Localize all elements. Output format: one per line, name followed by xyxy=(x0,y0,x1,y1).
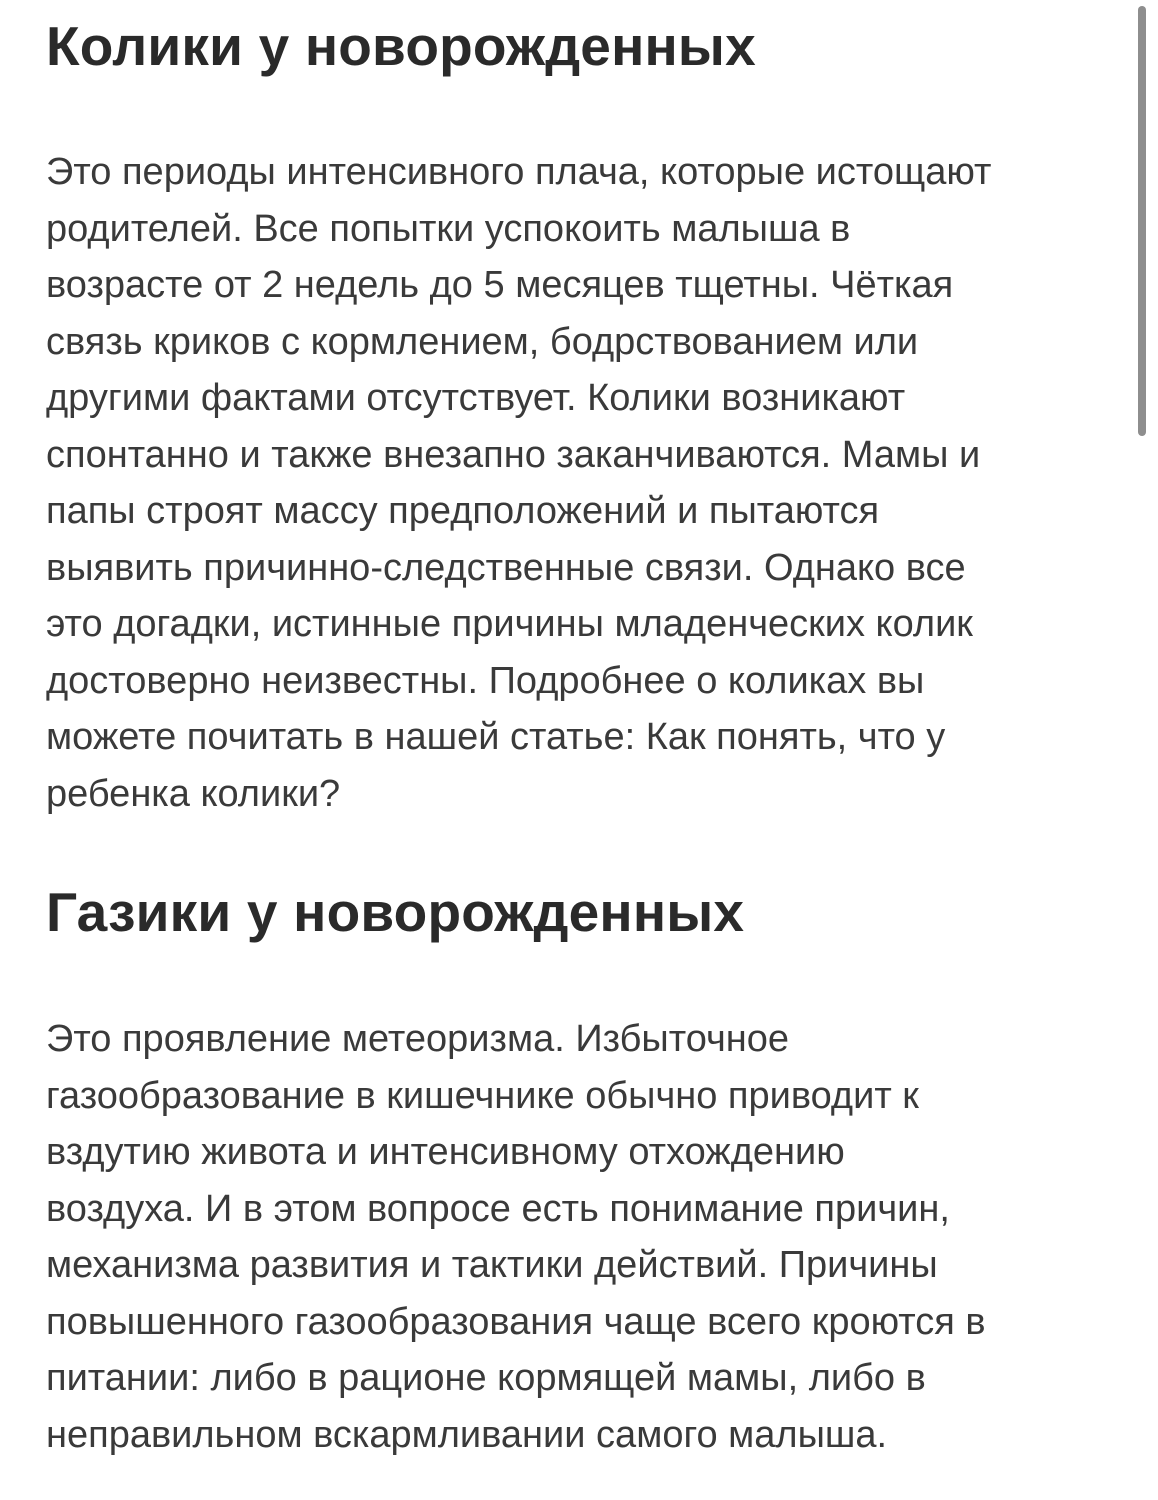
text-line: повышенного газообразования чаще всего кроются в xyxy=(46,1300,986,1343)
text-line: механизма развития и тактики действий. Причины xyxy=(46,1244,938,1286)
section-title-colic: Колики у новорожденных xyxy=(46,15,756,77)
scrollbar[interactable] xyxy=(1138,6,1146,436)
text-line: это догадки, истинные причины младенческих колик xyxy=(46,603,973,645)
text-line: выявить причинно-следственные связи. Однако все xyxy=(46,546,966,589)
section-title-gas: Газики у новорожденных xyxy=(46,881,745,943)
text-line: возрасте от 2 недель до 5 месяцев тщетны. Чёткая xyxy=(46,264,954,306)
text-line: другими фактами отсутствует. Колики возникают xyxy=(46,377,906,419)
section-body-gas xyxy=(46,1011,1114,1463)
text-line: связь криков с кормлением, бодрствованием или xyxy=(46,320,919,363)
text-line: родителей. Все попытки успокоить малыша в xyxy=(46,207,851,250)
text-line: спонтанно и также внезапно заканчиваются. Мамы и xyxy=(46,433,981,476)
text-line: ребенка колики? xyxy=(46,772,341,815)
text-line: Это проявление метеоризма. Избыточное xyxy=(46,1018,790,1060)
text-line: папы строят массу предположений и пытаются xyxy=(46,490,880,532)
text-line: газообразование в кишечнике обычно приводит к xyxy=(46,1074,919,1117)
section-body-colic xyxy=(46,144,1114,822)
text-line: воздуха. И в этом вопросе есть понимание причин, xyxy=(46,1187,950,1230)
text-line: неправильном вскармливании самого малыша. xyxy=(46,1413,888,1456)
text-line: Это периоды интенсивного плача, которые истощают xyxy=(46,151,992,193)
text-line: достоверно неизвестны. Подробнее о коликах вы xyxy=(46,659,925,702)
text-line: можете почитать в нашей статье: Как понять, что у xyxy=(46,716,946,758)
text-line: питании: либо в рационе кормящей мамы, либо в xyxy=(46,1357,926,1399)
text-line: вздутию живота и интенсивному отхождению xyxy=(46,1131,845,1173)
